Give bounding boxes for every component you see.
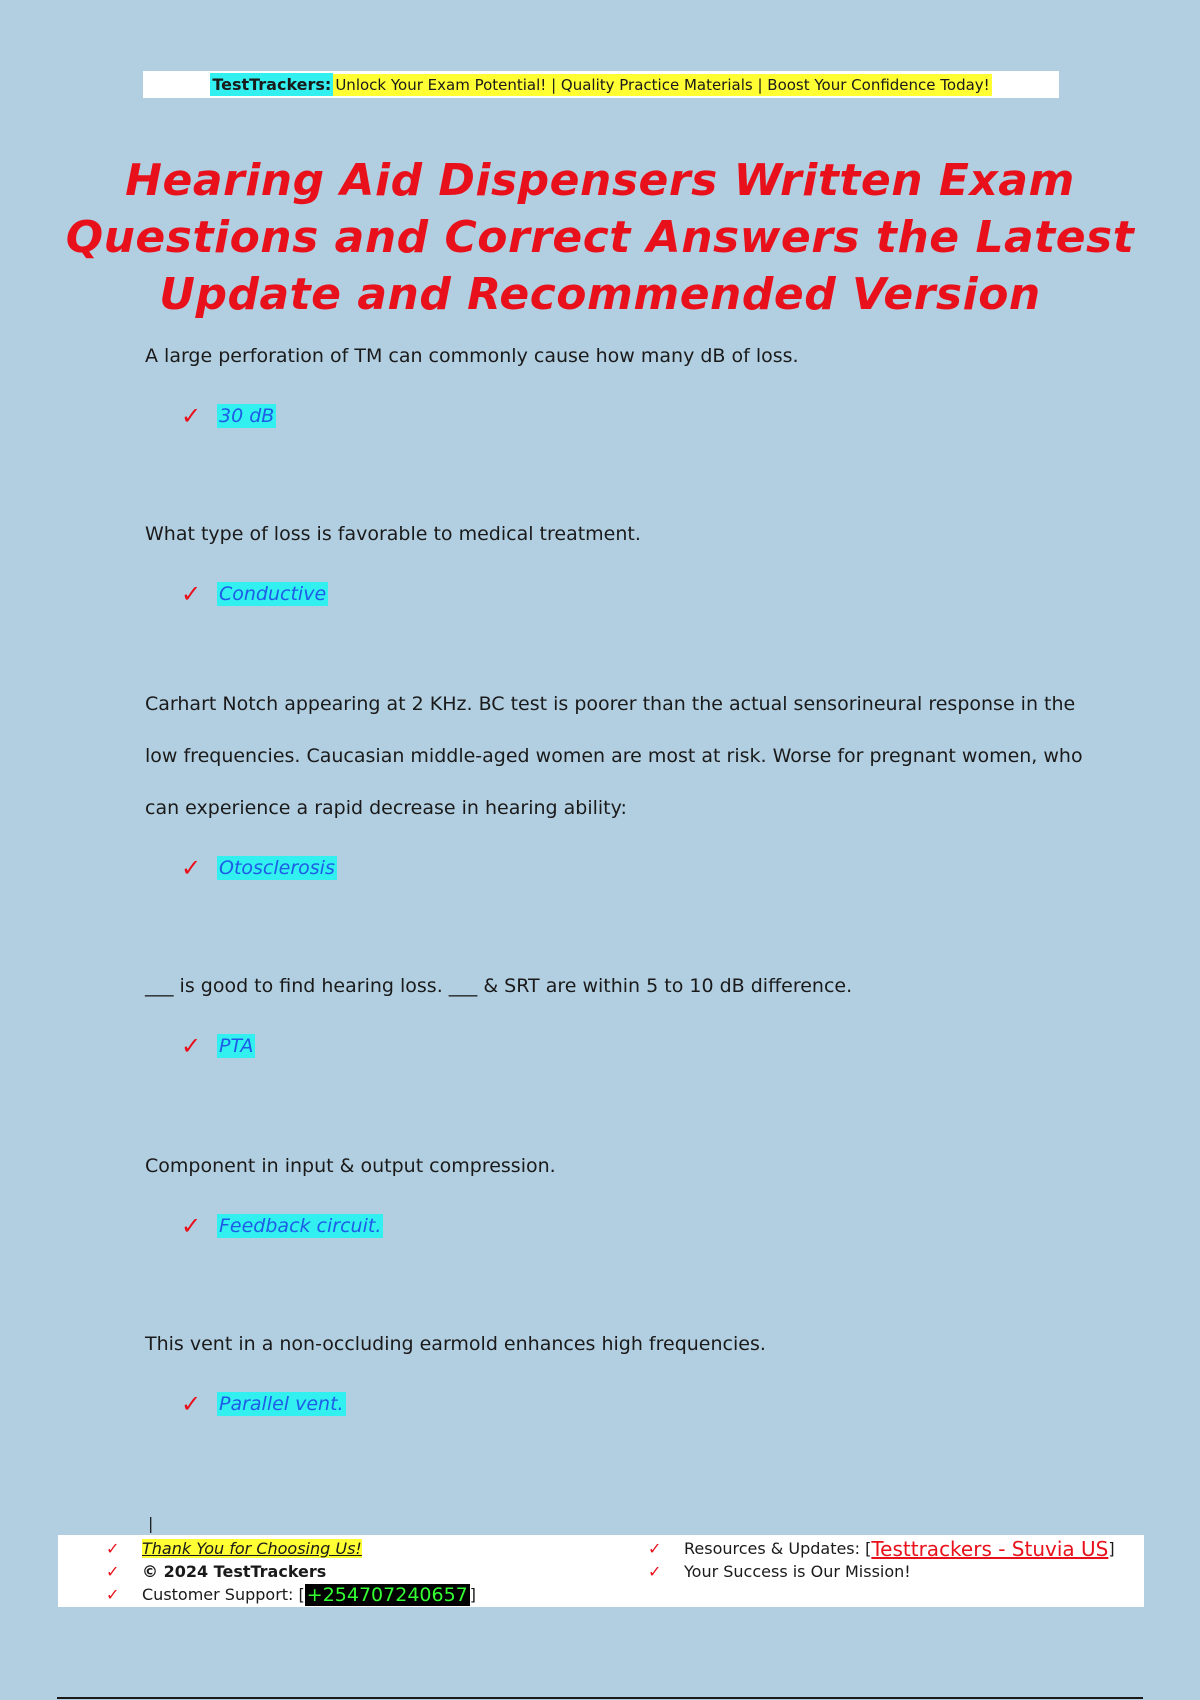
footer [58, 1535, 1144, 1607]
answer-row [181, 848, 1085, 888]
resources-close: ] [1108, 1539, 1115, 1558]
check-icon: ✓ [181, 854, 202, 882]
qa-item-4 [145, 960, 1085, 1066]
support-close: ] [469, 1585, 477, 1604]
question-text: A large perforation of TM can commonly cause how many dB of loss. [145, 345, 799, 367]
question-text: This vent in a non-occluding earmold enhances high frequencies. [145, 1333, 766, 1355]
footer-mission-line [648, 1560, 1115, 1583]
check-icon: ✓ [181, 1390, 202, 1418]
qa-item-3 [145, 678, 1085, 888]
question-text: ___ is good to find hearing loss. ___ & SRT are within 5 to 10 dB difference. [145, 975, 853, 997]
resources-label: Resources & Updates: [ [684, 1539, 872, 1558]
copyright-text: © 2024 TestTrackers [142, 1562, 327, 1581]
check-icon: ✓ [181, 1212, 202, 1240]
mission-text: Your Success is Our Mission! [684, 1562, 911, 1581]
qa-item-6 [145, 1318, 1085, 1424]
answer-text: PTA [219, 1035, 254, 1057]
answer-text: Feedback circuit. [219, 1215, 382, 1237]
footer-left [106, 1537, 476, 1606]
check-icon: ✓ [648, 1539, 662, 1558]
check-icon: ✓ [106, 1539, 120, 1558]
check-icon: ✓ [648, 1562, 662, 1581]
text-cursor: | [148, 1514, 154, 1533]
answer-text: Otosclerosis [219, 857, 335, 879]
support-phone[interactable]: +254707240657 [306, 1583, 468, 1606]
check-icon: ✓ [181, 1032, 202, 1060]
qa-item-5 [145, 1140, 1085, 1246]
answer-text: Parallel vent. [219, 1393, 344, 1415]
check-icon: ✓ [106, 1585, 120, 1604]
answer-row [181, 1026, 1085, 1066]
resources-link[interactable]: Testtrackers - Stuvia US [871, 1536, 1109, 1561]
footer-support-line [106, 1583, 476, 1606]
footer-resources-line [648, 1537, 1115, 1560]
question-text: Component in input & output compression. [145, 1155, 556, 1177]
answer-text: Conductive [219, 583, 327, 605]
header-tagline: Unlock Your Exam Potential! | Quality Practice Materials | Boost Your Confidence Today! [335, 75, 990, 94]
header-brand: TestTrackers: [212, 75, 332, 94]
answer-row [181, 1206, 1085, 1246]
answer-row [181, 1384, 1085, 1424]
question-text: What type of loss is favorable to medical treatment. [145, 523, 641, 545]
answer-row [181, 396, 1085, 436]
qa-item-2 [145, 508, 1085, 614]
answer-text: 30 dB [219, 405, 275, 427]
header-banner [143, 71, 1059, 98]
check-icon: ✓ [106, 1562, 120, 1581]
page-divider [57, 1697, 1143, 1699]
check-icon: ✓ [181, 402, 202, 430]
footer-right [648, 1537, 1115, 1583]
check-icon: ✓ [181, 580, 202, 608]
support-label: Customer Support: [ [142, 1585, 305, 1604]
footer-thanks-line [106, 1537, 476, 1560]
qa-item-1 [145, 330, 1085, 436]
footer-copyright-line [106, 1560, 476, 1583]
answer-row [181, 574, 1085, 614]
thanks-text: Thank You for Choosing Us! [142, 1539, 362, 1558]
question-text: Carhart Notch appearing at 2 KHz. BC test is poorer than the actual sensorineural response in the low frequencies. Caucasian middle-aged women are most at risk. Worse for pregnant women, who can experience a rapid decrease in hearing ability: [145, 693, 1083, 819]
page-title: Hearing Aid Dispensers Written Exam Questions and Correct Answers the Latest Update and Recommended Version [65, 155, 1135, 320]
